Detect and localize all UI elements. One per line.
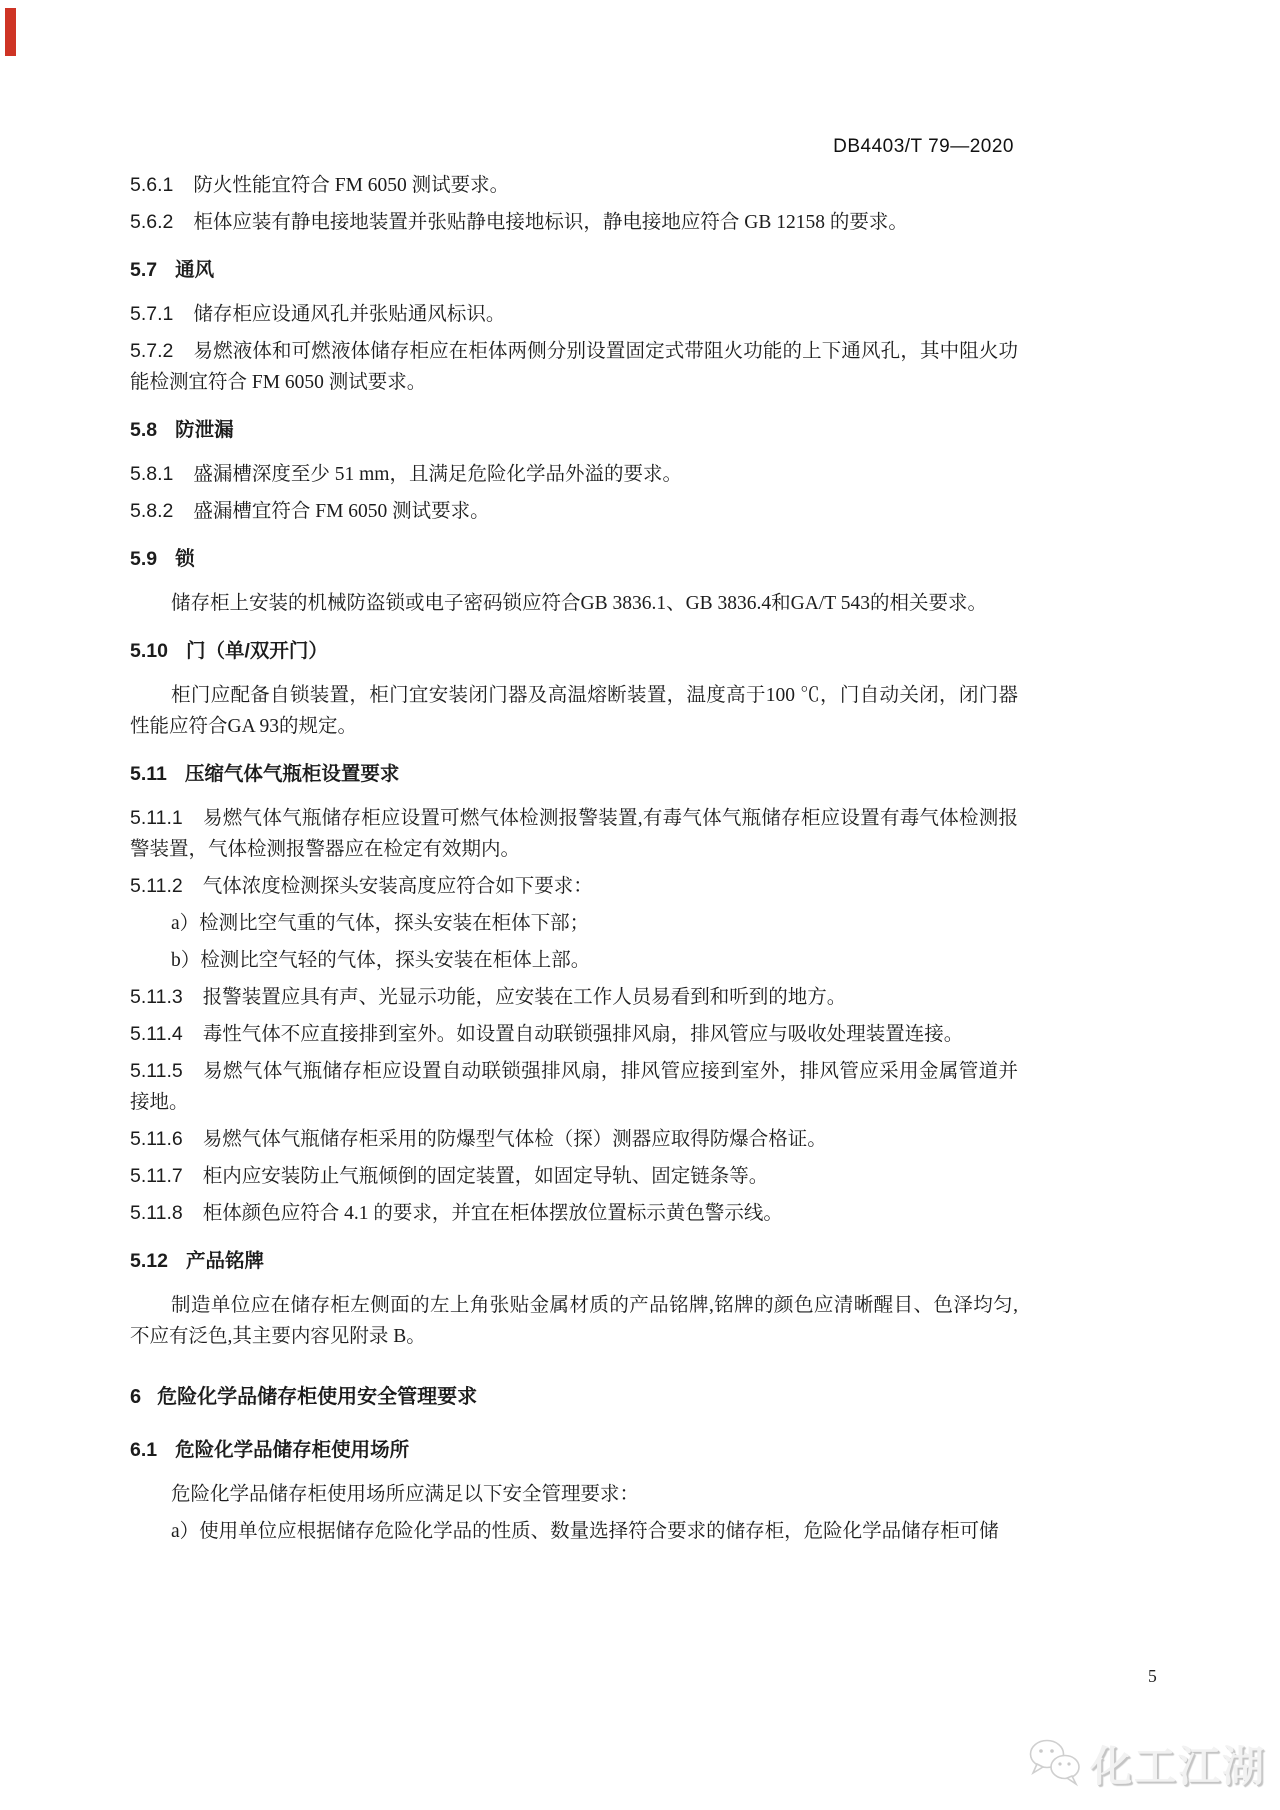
clause-text: 储存柜应设通风孔并张贴通风标识。 bbox=[193, 304, 506, 325]
clause-line bbox=[130, 1124, 1018, 1155]
section-heading bbox=[130, 636, 1018, 667]
clause-number: 5.11 bbox=[130, 763, 167, 785]
clause-text: 防火性能宜符合 FM 6050 测试要求。 bbox=[193, 175, 510, 196]
clause-text: 柜内应安装防止气瓶倾倒的固定装置，如固定导轨、固定链条等。 bbox=[202, 1166, 769, 1187]
clause-text: 危险化学品储存柜使用场所应满足以下安全管理要求： bbox=[171, 1484, 640, 1505]
clause-text: 制造单位应在储存柜左侧面的左上角张贴金属材质的产品铭牌,铭牌的颜色应清晰醒目、色泽均匀,不应有泛色,其主要内容见附录 B。 bbox=[130, 1295, 1018, 1347]
clause-text: 锁 bbox=[175, 548, 195, 570]
clause-text: 易燃气体气瓶储存柜应设置自动联锁强排风扇，排风管应接到室外，排风管应采用金属管道并接地。 bbox=[130, 1061, 1018, 1113]
list-item bbox=[130, 908, 1018, 939]
page-number: 5 bbox=[1148, 1666, 1157, 1686]
paragraph bbox=[130, 1290, 1018, 1352]
paragraph bbox=[130, 588, 1018, 619]
clause-number: 5.10 bbox=[130, 640, 168, 662]
clause-number: 5.12 bbox=[130, 1250, 168, 1272]
clause-number: 5.7.2 bbox=[130, 340, 174, 362]
clause-text: 易燃气体气瓶储存柜应设置可燃气体检测报警装置,有毒气体气瓶储存柜应设置有毒气体检测报警装置，气体检测报警器应在检定有效期内。 bbox=[130, 808, 1018, 860]
clause-number: 5.11.6 bbox=[130, 1128, 183, 1150]
clause-text: 柜体颜色应符合 4.1 的要求，并宜在柜体摆放位置标示黄色警示线。 bbox=[202, 1203, 783, 1224]
clause-text: 柜体应装有静电接地装置并张贴静电接地标识，静电接地应符合 GB 12158 的要求。 bbox=[193, 212, 908, 233]
clause-line bbox=[130, 1198, 1018, 1229]
clause-text: a）检测比空气重的气体，探头安装在柜体下部； bbox=[171, 913, 590, 934]
clause-number: 6.1 bbox=[130, 1439, 158, 1461]
watermark-logo bbox=[1026, 1734, 1266, 1794]
wechat-icon bbox=[1026, 1737, 1084, 1792]
clause-number: 5.6.2 bbox=[130, 211, 174, 233]
clause-line bbox=[130, 1056, 1018, 1118]
clause-number: 5.7 bbox=[130, 259, 158, 281]
clause-text: 气体浓度检测探头安装高度应符合如下要求： bbox=[202, 876, 593, 897]
clause-text: 门（单/双开门） bbox=[185, 640, 328, 662]
clause-text: 易燃液体和可燃液体储存柜应在柜体两侧分别设置固定式带阻火功能的上下通风孔，其中阻火功能检测宜符合 FM 6050 测试要求。 bbox=[130, 341, 1018, 393]
clause-line bbox=[130, 170, 1018, 201]
clause-text: 危险化学品储存柜使用安全管理要求 bbox=[157, 1386, 478, 1408]
clause-text: a）使用单位应根据储存危险化学品的性质、数量选择符合要求的储存柜，危险化学品储存柜可储 bbox=[171, 1521, 999, 1542]
section-heading bbox=[130, 544, 1018, 575]
clause-number: 5.11.3 bbox=[130, 986, 183, 1008]
watermark-text: 化工江湖 bbox=[1089, 1743, 1266, 1790]
clause-text: 产品铭牌 bbox=[185, 1250, 264, 1272]
section-heading bbox=[130, 415, 1018, 446]
paragraph bbox=[130, 680, 1018, 742]
clause-line bbox=[130, 207, 1018, 238]
clause-text: b）检测比空气轻的气体，探头安装在柜体上部。 bbox=[171, 950, 591, 971]
clause-number: 5.11.1 bbox=[130, 807, 183, 829]
clause-text: 储存柜上安装的机械防盗锁或电子密码锁应符合GB 3836.1、GB 3836.4和GA/T 543的相关要求。 bbox=[171, 593, 987, 614]
clause-line bbox=[130, 871, 1018, 902]
section-heading bbox=[130, 1435, 1018, 1466]
clause-number: 5.8 bbox=[130, 419, 158, 441]
clause-text: 压缩气体气瓶柜设置要求 bbox=[184, 763, 400, 785]
clause-number: 5.11.4 bbox=[130, 1023, 183, 1045]
section-heading bbox=[130, 759, 1018, 790]
clause-text: 防泄漏 bbox=[175, 419, 234, 441]
clause-number: 5.9 bbox=[130, 548, 158, 570]
clause-line bbox=[130, 336, 1018, 398]
clause-number: 5.6.1 bbox=[130, 174, 174, 196]
clause-line bbox=[130, 299, 1018, 330]
clause-text: 危险化学品储存柜使用场所 bbox=[175, 1439, 410, 1461]
clause-line bbox=[130, 803, 1018, 865]
clause-text: 报警装置应具有声、光显示功能，应安装在工作人员易看到和听到的地方。 bbox=[202, 987, 847, 1008]
clause-number: 6 bbox=[130, 1386, 142, 1408]
clause-text: 盛漏槽深度至少 51 mm，且满足危险化学品外溢的要求。 bbox=[193, 464, 682, 485]
clause-number: 5.11.7 bbox=[130, 1165, 183, 1187]
clause-number: 5.7.1 bbox=[130, 303, 174, 325]
clause-number: 5.11.8 bbox=[130, 1202, 183, 1224]
document-body bbox=[130, 170, 1018, 1553]
section-heading bbox=[130, 255, 1018, 286]
list-item bbox=[130, 945, 1018, 976]
clause-line bbox=[130, 1019, 1018, 1050]
paragraph bbox=[130, 1479, 1018, 1510]
clause-line bbox=[130, 459, 1018, 490]
section-heading bbox=[130, 1246, 1018, 1277]
clause-number: 5.11.2 bbox=[130, 875, 183, 897]
red-corner-mark bbox=[5, 8, 16, 56]
clause-text: 通风 bbox=[175, 259, 215, 281]
list-item bbox=[130, 1516, 1018, 1547]
clause-number: 5.8.1 bbox=[130, 463, 174, 485]
clause-text: 盛漏槽宜符合 FM 6050 测试要求。 bbox=[193, 501, 490, 522]
clause-text: 易燃气体气瓶储存柜采用的防爆型气体检（探）测器应取得防爆合格证。 bbox=[202, 1129, 827, 1150]
clause-line bbox=[130, 982, 1018, 1013]
clause-text: 毒性气体不应直接排到室外。如设置自动联锁强排风扇，排风管应与吸收处理装置连接。 bbox=[202, 1024, 964, 1045]
chapter-heading bbox=[130, 1382, 1018, 1413]
clause-text: 柜门应配备自锁装置，柜门宜安装闭门器及高温熔断装置，温度高于100 ℃，门自动关闭，闭门器性能应符合GA 93的规定。 bbox=[130, 685, 1018, 737]
clause-line bbox=[130, 1161, 1018, 1192]
document-number-header: DB4403/T 79—2020 bbox=[833, 136, 1014, 157]
clause-number: 5.11.5 bbox=[130, 1060, 183, 1082]
clause-line bbox=[130, 496, 1018, 527]
clause-number: 5.8.2 bbox=[130, 500, 174, 522]
